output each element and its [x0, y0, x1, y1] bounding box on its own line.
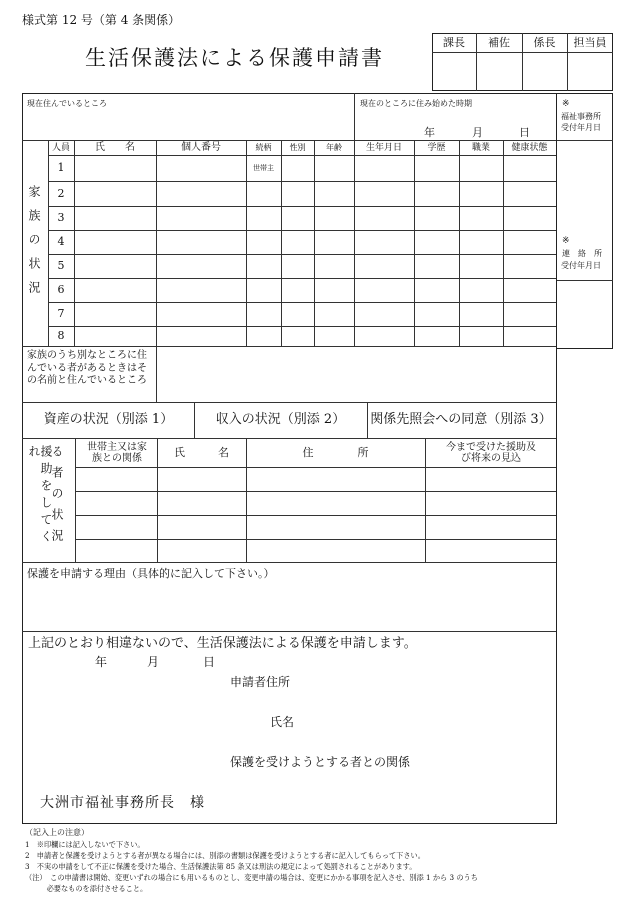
col-head-occupation: 職業 [471, 142, 490, 153]
note-3: 3 不実の申請をして不正に保護を受けた場合、生活保護法第 85 条又は刑法の規定によって処罰されることがあります。 [25, 862, 417, 871]
page-title: 生活保護法による保護申請書 [85, 46, 384, 70]
note-2: 2 申請者と保護を受けようとする者が異なる場合には、別添の書類は保護を受けようとする者に記入してもらって下さい。 [25, 851, 425, 860]
col-head-sex: 性別 [289, 143, 306, 153]
family-row-number: 3 [57, 211, 65, 225]
relation-field[interactable] [430, 752, 550, 772]
family-row-number: 8 [57, 329, 65, 343]
stamp-field-chief[interactable] [433, 53, 476, 90]
applicant-address-field[interactable] [300, 672, 550, 692]
attachment-consent[interactable]: 関係先照会への同意（別添 3） [370, 412, 552, 428]
support-side-label-b: る者の状況 [50, 445, 64, 550]
since-day: 日 [519, 126, 530, 139]
col-head-id-number: 個人番号 [181, 142, 221, 154]
family-row-number: 5 [57, 259, 65, 273]
col-head-health: 健康状態 [511, 142, 548, 153]
liaison-received-label: 受付年月日 [561, 261, 601, 270]
note-1: 1 ※印欄には記入しないで下さい。 [25, 840, 145, 849]
approval-caseworker: 担当員 [573, 35, 607, 49]
family-row-number: 2 [57, 186, 65, 200]
support-head-name: 氏 名 [174, 445, 229, 459]
welfare-received-label: 受付年月日 [561, 123, 601, 132]
liaison-mark: ※ [562, 236, 570, 246]
support-entries-field[interactable] [76, 468, 555, 561]
address-field[interactable] [24, 112, 352, 139]
col-head-birthdate: 生年月日 [365, 142, 402, 153]
col-head-name: 氏 名 [95, 142, 135, 154]
separate-residence-field[interactable] [157, 347, 555, 402]
separate-residence-label: 家族のうち別なところに住んでいる者があるときはその名前と住んでいるところ [27, 350, 147, 386]
family-row-number: 6 [57, 283, 65, 297]
welfare-office-label: 福祉事務所 [561, 112, 601, 121]
welfare-received-date-field[interactable] [557, 141, 612, 233]
since-year: 年 [424, 126, 435, 139]
col-head-education: 学歴 [427, 142, 446, 153]
declaration-text: 上記のとおり相違ないので、生活保護法による保護を申請します。 [28, 636, 417, 651]
applicant-name-field[interactable] [300, 712, 550, 732]
family-row-number: 4 [57, 235, 65, 249]
attachment-assets[interactable]: 資産の状況（別添 1） [43, 412, 174, 428]
applicant-address-label: 申請者住所 [230, 675, 291, 689]
family-row-number: 7 [57, 307, 65, 321]
attachment-income[interactable]: 収入の状況（別添 2） [215, 412, 346, 428]
col-head-age: 年齢 [326, 143, 342, 153]
decl-month: 月 [147, 655, 160, 669]
addressee: 大洲市福祉事務所長 様 [40, 795, 205, 811]
head-of-household-label: 世帯主 [253, 164, 274, 173]
since-month: 月 [472, 126, 483, 139]
family-names-field[interactable] [75, 156, 156, 346]
decl-year: 年 [95, 655, 108, 669]
family-side-label: 家族の状況 [27, 185, 41, 305]
address-label: 現在住んでいるところ [27, 99, 107, 108]
notes-heading: （記入上の注意） [25, 828, 89, 837]
stamp-field-caseworker[interactable] [568, 53, 612, 90]
welfare-mark: ※ [562, 99, 570, 109]
liaison-office-label: 連 絡 所 [562, 249, 602, 258]
decl-day: 日 [203, 655, 216, 669]
support-head-aid: 今まで受けた援助及び将来の見込 [446, 441, 536, 464]
applicant-name-label: 氏名 [270, 715, 295, 729]
approval-section-chief: 課長 [443, 35, 465, 49]
note-4: （注） この申請書は開始、変更いずれの場合にも用いるものとし、変更申請の場合は、変更にかかる事項を記入させ、別添 1 から 3 のうち [25, 873, 478, 882]
family-row-number: 1 [57, 161, 65, 175]
note-5: 必要なものを添付させること。 [25, 884, 148, 893]
reason-field[interactable] [24, 584, 555, 630]
support-side-label-a: 援助をしてくれ [27, 445, 53, 547]
form-number: 様式第 12 号（第 4 条関係） [22, 13, 181, 27]
stamp-field-assistant[interactable] [477, 53, 522, 90]
since-label: 現在のところに住み始めた時期 [360, 99, 472, 108]
liaison-received-date-field[interactable] [557, 281, 612, 348]
support-head-address: 住 所 [302, 445, 369, 459]
reason-label: 保護を申請する理由（具体的に記入して下さい。） [27, 567, 275, 580]
approval-subsection-chief: 係長 [533, 35, 556, 49]
support-head-relation: 世帯主又は家族との関係 [87, 441, 147, 464]
relation-label: 保護を受けようとする者との関係 [230, 755, 411, 769]
col-head-relationship: 続柄 [255, 143, 272, 153]
col-head-members: 人員 [51, 142, 70, 153]
stamp-field-subsection[interactable] [523, 53, 567, 90]
approval-assistant: 補佐 [488, 35, 510, 49]
